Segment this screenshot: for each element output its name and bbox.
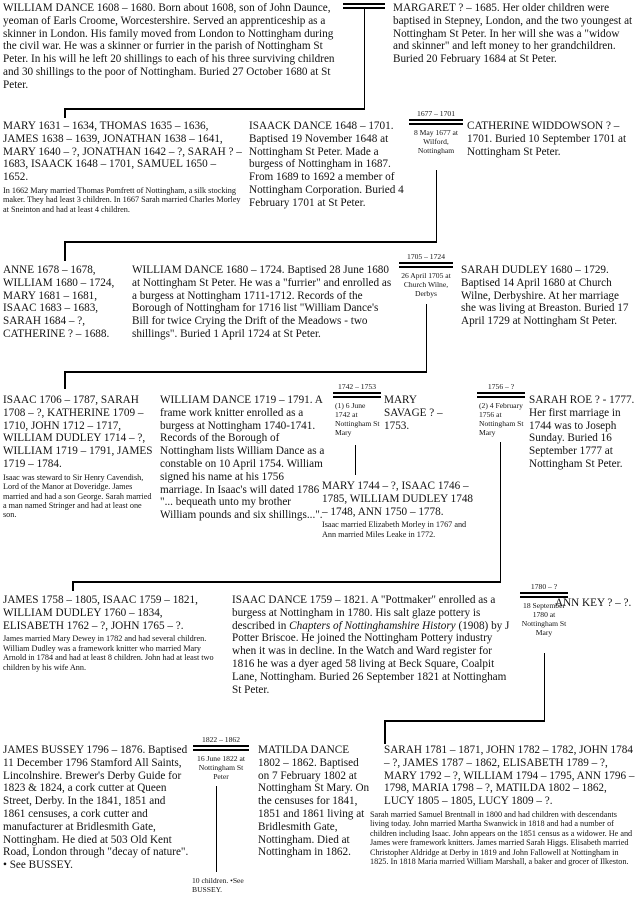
isaack-dance: ISAACK DANCE 1648 – 1701. Baptised 19 November 1648 at Nottingham St Peter. Made a burgess of Nottingham in 1687. From 1689 to 1692 a member of Nottingham Corporation. Buried 4 February 1701 at St Peter.: [249, 120, 404, 209]
marriage-detail: 18 September 1780 at Nottingham St Mary: [521, 601, 567, 637]
descent-line-3: [426, 304, 427, 372]
marriage-years: 1822 – 1862: [202, 735, 240, 744]
catherine-widdowson: CATHERINE WIDDOWSON ? – 1701. Buried 10 September 1701 at Nottingham St Peter.: [467, 120, 627, 158]
marriage-bar: [333, 396, 381, 398]
savage-children: [322, 480, 478, 539]
marriage-detail: 26 April 1705 at Church Wilne, Derbys: [401, 271, 451, 298]
marriage-bar: [333, 392, 381, 394]
branch-line-2: [64, 241, 437, 243]
marriage-years: 1677 – 1701: [417, 109, 455, 118]
marriage-marker-1822: [193, 735, 249, 781]
branch-drop-2: [64, 241, 66, 261]
gen2-note: In 1662 Mary married Thomas Pomfrett of Nottingham, a silk stocking maker. They had least 3 children. In 1667 Sarah married Charles Morley at Sneinton and had at least 4 children.: [3, 185, 241, 214]
gen6-siblings-text: SARAH 1781 – 1871, JOHN 1782 – 1782, JOHN 1784 – ?, JAMES 1787 – 1862, ELISABETH 1789 – ?, MARY 1792 – ?, WILLIAM 1794 – 1795, ANN 1796 – 1798, MARIA 1798 – ?, MATILDA 1802 – 1862, LUCY 1805 – 1805, LUCY 1809 – ?.: [384, 744, 635, 808]
descent-line-6: [216, 786, 217, 872]
marriage-years: 1756 – ?: [487, 382, 515, 391]
descent-line-4: [500, 442, 501, 582]
marriage-detail: 8 May 1677 at Wilford, Nottingham: [413, 128, 459, 155]
marriage-bar: [399, 262, 453, 264]
branch-line-3: [64, 371, 427, 373]
gen2-siblings: [3, 120, 243, 214]
marriage-bar: [193, 745, 249, 747]
gen5-note: James married Mary Dewey in 1782 and had several children. William Dudley was a framework knitter who married Mary Arnold in 1784 and had at least 8 children. John had at least two children by his wife Ann.: [3, 634, 214, 672]
james-bussey: JAMES BUSSEY 1796 – 1876. Baptised 11 December 1796 Stamford All Saints, Lincolnshire. Brewer's Derby Guide for 1823 & 1824, a cork cutter at Queen Street, Derby. In the 1841, 1851 and 1861 censuses, a cork cutter and manufacturer at Bridlesmith Gate, Nottingham. He died at 503 Old Kent Road, London through "decay of nature". • See BUSSEY.: [3, 744, 189, 872]
descent-line-2: [436, 170, 437, 242]
marriage-years: 1780 – ?: [530, 582, 558, 591]
marriage-detail: (1) 6 June 1742 at Nottingham St Mary: [335, 401, 380, 437]
savage-note: Isaac married Elizabeth Morley in 1767 and Ann married Miles Leake in 1772.: [322, 520, 467, 539]
gen5-siblings: [3, 594, 225, 672]
descent-line-5: [544, 653, 545, 721]
gen2-siblings-text: MARY 1631 – 1634, THOMAS 1635 – 1636, JAMES 1638 – 1639, JONATHAN 1638 – 1641, MARY 1640 – ?, JONATHAN 1642 – ?, SARAH ? – 1683, ISAACK 1648 – 1701, SAMUEL 1650 – 1652.: [3, 120, 242, 184]
matilda-dance: MATILDA DANCE 1802 – 1862. Baptised on 7 February 1802 at Nottingham St Mary. On the censuses for 1841, 1851 and 1861 living at Bridlesmith Gate, Nottingham. Died at Nottingham in 1862.: [258, 744, 370, 859]
branch-drop-4: [72, 581, 74, 591]
marriage-bar-1: [343, 3, 385, 5]
marriage-marker-1756: [477, 382, 525, 437]
isaac-bio-part1: ISAAC DANCE 1759 – 1821. A "Pottmaker" enrolled as a burgess at Nottingham in 1780. His salt glaze pottery is described in: [232, 594, 496, 632]
branch-drop-1: [64, 108, 66, 118]
marriage-detail: (2) 4 February 1756 at Nottingham St Mary: [479, 401, 524, 437]
william-dance-1608: WILLIAM DANCE 1608 – 1680. Born about 1608, son of John Daunce, yeoman of Earls Croome, Worcestershire. Served an apprenticeship as a skinner in London. His family moved from London to Nottingham during the civil war. He was a skinner or furrier in the parish of Nottingham St Peter. In his will he left 20 shillings to each of his three surviving children and 30 shillings to the poor of Nottingham. Buried 27 October 1680 at St Peter.: [3, 2, 335, 91]
william-dance-1680: WILLIAM DANCE 1680 – 1724. Baptised 28 June 1680 at Nottingham St Peter. He was a "furrier" and enrolled as a burgess at Nottingham 1711-1712. Records of the Borough of Nottingham for 1716 list "William Dance's Bill for twice Crying the Drift of the Meadows - two shillings". Buried 1 April 1724 at St Peter.: [132, 264, 392, 340]
book-title: Chapters of Nottinghamshire History: [289, 619, 456, 632]
marriage-detail: 16 June 1822 at Nottingham St Peter: [197, 754, 245, 781]
sarah-roe: SARAH ROE ? - 1777. Her first marriage in 1744 was to Joseph Sunday. Buried 16 September 1777 at Nottingham St Peter.: [529, 394, 635, 470]
branch-line-5: [384, 720, 545, 722]
gen6-siblings: [370, 744, 638, 866]
marriage-years: 1742 – 1753: [338, 382, 376, 391]
marriage-years: 1705 – 1724: [407, 252, 445, 261]
descent-line-1: [364, 9, 365, 109]
savage-children-text: MARY 1744 – ?, ISAAC 1746 – 1785, WILLIAM DUDLEY 1748 – 1748, ANN 1750 – 1778.: [322, 480, 474, 518]
sarah-dudley: SARAH DUDLEY 1680 – 1729. Baptised 14 April 1680 at Church Wilne, Derbyshire. At her marriage she was living at Breaston. Buried 17 April 1729 at Nottingham St Peter.: [461, 264, 629, 328]
branch-line-1: [64, 108, 365, 110]
marriage-bar: [477, 392, 525, 394]
margaret: MARGARET ? – 1685. Her older children were baptised in Stepney, London, and the two youngest at Nottingham St Peter. In her will she was a "widow and skinner" and left money to her grandchildren. Buried 20 February 1684 at St Peter.: [393, 2, 633, 66]
marriage-bar: [399, 266, 453, 268]
mary-savage: MARY SAVAGE ? – 1753.: [384, 394, 443, 432]
marriage-marker-1677: [409, 109, 463, 155]
william-dance-1719: WILLIAM DANCE 1719 – 1791. A frame work knitter enrolled as a burgess at Nottingham 1740-1741. Records of the Borough of Nottingham lists William Dance as a constable on 10 April 1754. William signed his name at his 1756 marriage. In Isaac's will dated 1786 "... bequeath unto my brother William pounds and six shillings...".: [160, 394, 325, 522]
marriage-marker-1705: [399, 252, 453, 298]
bussey-children-count: 10 children. •See BUSSEY.: [192, 876, 244, 894]
gen6-note: Sarah married Samuel Brentnall in 1800 and had children with descendants living today. John married Martha Swanwick in 1818 and had a number of children including Isaac. John appears on the 1851 census as a widower. He and James were framework knitters. James married Sarah Higgs. Elisabeth married Christopher Aldridge at Derby in 1819 and John Fallowell at Nottingham in 1825. In 1818 Maria married William Marshall, a baker and grocer of Ilkeston.: [370, 809, 633, 867]
branch-drop-5: [384, 720, 386, 744]
gen3-siblings: ANNE 1678 – 1678, WILLIAM 1680 – 1724, MARY 1681 – 1681, ISAAC 1683 – 1683, SARAH 1684 – ?, CATHERINE ? – 1688.: [3, 264, 115, 340]
isaac-dance-1759: [232, 594, 516, 696]
gen4-note: Isaac was steward to Sir Henry Cavendish, Lord of the Manor at Doveridge. James married and had a son George. Sarah married a man named Stringer and had at least one son.: [3, 472, 152, 520]
marriage-bar: [409, 119, 463, 121]
marriage-bar: [520, 592, 568, 594]
marriage-bar: [409, 123, 463, 125]
isaac-bio-part2: (1908) by J Potter Briscoe. He joined the Nottingham Pottery industry when it was in decline. In the Watch and Ward register for 1816 he was a dyer aged 58 living at Beck Square, Coalpit Lane, Nottingham. Buried 26 September 1821 at Nottingham St Peter.: [232, 619, 510, 696]
gen4-siblings: [3, 394, 155, 520]
marriage-bar: [193, 749, 249, 751]
ann-key: ANN KEY ? – ?.: [555, 597, 632, 609]
gen4-siblings-text: ISAAC 1706 – 1787, SARAH 1708 – ?, KATHERINE 1709 – 1710, JOHN 1712 – 1717, WILLIAM DUDLEY 1714 – ?, WILLIAM 1719 – 1791, JAMES 1719 – 1784.: [3, 394, 153, 470]
gen5-siblings-text: JAMES 1758 – 1805, ISAAC 1759 – 1821, WILLIAM DUDLEY 1760 – 1834, ELISABETH 1762 – ?, JOHN 1765 – ?.: [3, 594, 198, 632]
branch-drop-3: [64, 371, 66, 389]
marriage-bar: [477, 396, 525, 398]
descent-line-savage: [355, 445, 356, 475]
marriage-marker-1742: [333, 382, 381, 437]
branch-line-4: [72, 581, 501, 583]
